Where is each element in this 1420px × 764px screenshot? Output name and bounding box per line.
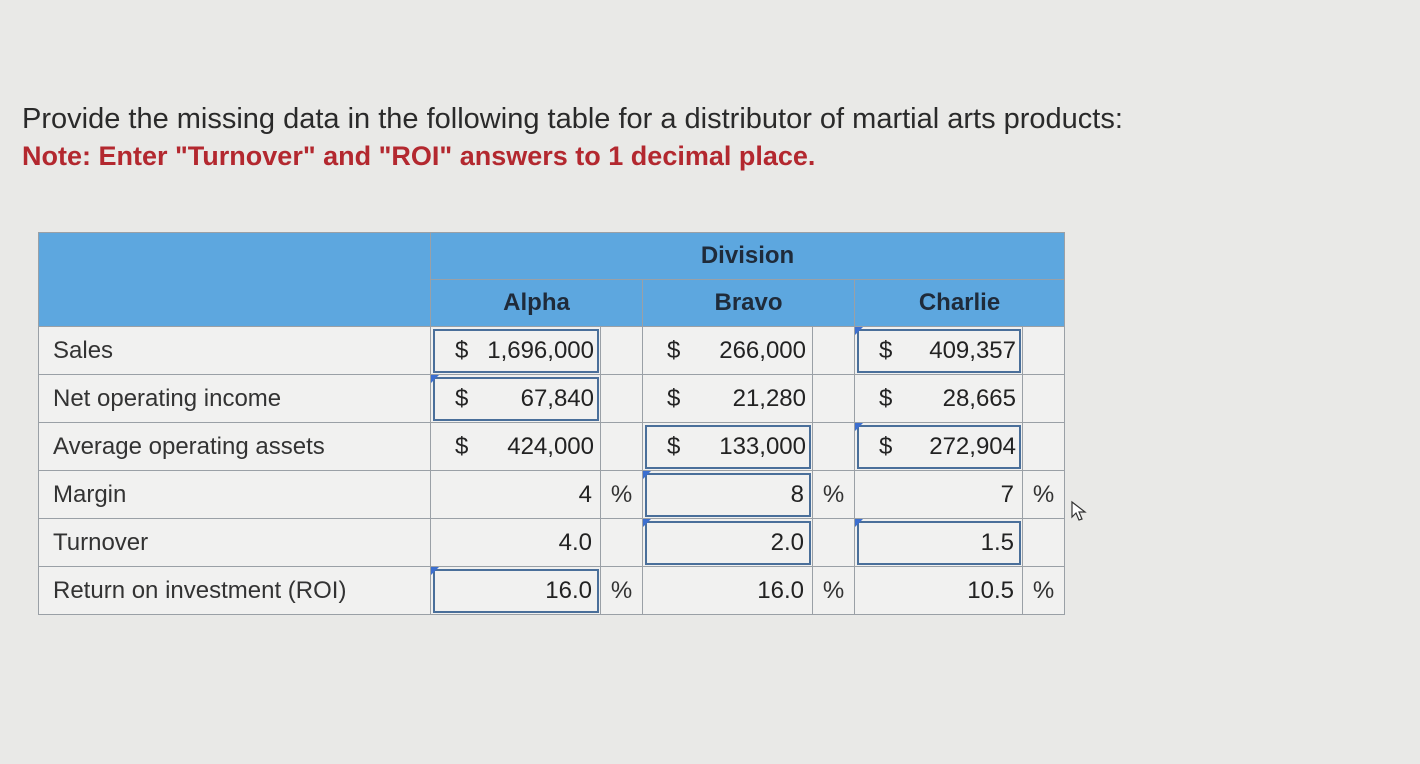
margin-alpha-cell [431,471,601,519]
empty-unit-cell [1023,327,1065,375]
empty-unit-cell [601,375,643,423]
assets-charlie-value: 272,904 [929,432,1016,460]
row-label-roi: Return on investment (ROI) [39,567,431,615]
row-label-margin: Margin [39,471,431,519]
table-row-noi [39,375,1065,423]
margin-bravo-input[interactable] [643,471,813,519]
answer-flag-icon [855,519,863,527]
roi-charlie-value: 10.5 [967,576,1014,604]
noi-bravo-value: 21,280 [732,384,806,412]
row-label-assets: Average operating assets [39,423,431,471]
sales-alpha-value: 1,696,000 [487,336,594,364]
column-header-charlie: Charlie [855,280,1065,327]
currency-symbol: $ [667,432,681,460]
column-header-bravo: Bravo [643,280,855,327]
table-row-turnover [39,519,1065,567]
table-row-assets [39,423,1065,471]
row-label-turnover: Turnover [39,519,431,567]
table-row-margin [39,471,1065,519]
sales-bravo-cell [643,327,813,375]
turnover-alpha-cell [431,519,601,567]
assets-alpha-value: 424,000 [507,432,594,460]
currency-symbol: $ [667,384,681,412]
noi-alpha-value: 67,840 [520,384,594,412]
empty-unit-cell [813,519,855,567]
empty-unit-cell [1023,423,1065,471]
question-prompt [22,100,1123,174]
noi-alpha-input[interactable] [431,375,601,423]
turnover-charlie-input[interactable] [855,519,1023,567]
division-data-table [38,232,1065,615]
sales-bravo-value: 266,000 [719,336,806,364]
currency-symbol: $ [667,336,681,364]
roi-alpha-value: 16.0 [545,576,592,604]
instruction-note: Note: Enter "Turnover" and "ROI" answers to 1 decimal place. [22,141,816,171]
percent-unit: % [601,471,643,519]
margin-bravo-value: 8 [790,480,804,508]
currency-symbol: $ [455,384,469,412]
row-label-sales: Sales [39,327,431,375]
noi-charlie-value: 28,665 [942,384,1016,412]
empty-unit-cell [601,519,643,567]
percent-unit: % [1023,471,1065,519]
currency-symbol: $ [879,432,893,460]
percent-unit: % [813,471,855,519]
answer-flag-icon [855,423,863,431]
turnover-alpha-value: 4.0 [558,528,592,556]
empty-unit-cell [1023,519,1065,567]
answer-flag-icon [643,471,651,479]
table-corner-header [39,233,431,327]
answer-flag-icon [431,375,439,383]
noi-charlie-cell [855,375,1023,423]
table-row-sales [39,327,1065,375]
answer-flag-icon [431,567,439,575]
empty-unit-cell [1023,375,1065,423]
roi-bravo-value: 16.0 [757,576,804,604]
turnover-bravo-value: 2.0 [770,528,804,556]
turnover-charlie-value: 1.5 [980,528,1014,556]
empty-unit-cell [813,327,855,375]
currency-symbol: $ [455,432,469,460]
answer-flag-icon [855,327,863,335]
margin-alpha-value: 4 [578,480,592,508]
assets-alpha-cell [431,423,601,471]
assets-bravo-value: 133,000 [719,432,806,460]
currency-symbol: $ [455,336,469,364]
question-text: Provide the missing data in the following table for a distributor of martial arts products: [22,103,1123,135]
empty-unit-cell [601,327,643,375]
assets-bravo-input[interactable] [643,423,813,471]
roi-charlie-cell [855,567,1023,615]
currency-symbol: $ [879,336,893,364]
currency-symbol: $ [879,384,893,412]
sales-alpha-input[interactable] [431,327,601,375]
roi-alpha-input[interactable] [431,567,601,615]
assets-charlie-input[interactable] [855,423,1023,471]
column-header-alpha: Alpha [431,280,643,327]
margin-charlie-cell [855,471,1023,519]
margin-charlie-value: 7 [1000,480,1014,508]
sales-charlie-input[interactable] [855,327,1023,375]
sales-charlie-value: 409,357 [929,336,1016,364]
table-row-roi [39,567,1065,615]
division-header: Division [431,233,1065,280]
roi-bravo-cell [643,567,813,615]
percent-unit: % [813,567,855,615]
row-label-noi: Net operating income [39,375,431,423]
answer-flag-icon [643,519,651,527]
noi-bravo-cell [643,375,813,423]
empty-unit-cell [813,423,855,471]
empty-unit-cell [813,375,855,423]
mouse-cursor-icon [1070,500,1088,522]
turnover-bravo-input[interactable] [643,519,813,567]
percent-unit: % [1023,567,1065,615]
percent-unit: % [601,567,643,615]
empty-unit-cell [601,423,643,471]
